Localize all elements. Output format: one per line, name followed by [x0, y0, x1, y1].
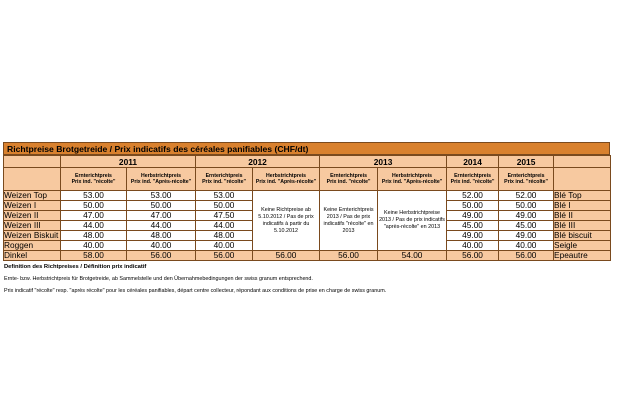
- header-blank-right: [554, 156, 611, 168]
- row-label-de: Weizen III: [4, 221, 61, 231]
- table-title: Richtpreise Brotgetreide / Prix indicatifs des céréales panifiables (CHF/dt): [3, 142, 610, 155]
- year-2014-header: 2014: [447, 156, 499, 168]
- cell-2014: 50.00: [447, 201, 499, 211]
- row-label-fr: Blé III: [554, 221, 611, 231]
- definition-fr: Prix indicatif "récolte" resp. "après récolte" pour les céréales panifiables, départ centre collecteur, répondant aux conditions de prise en charge de swiss granum.: [4, 288, 387, 294]
- row-label-fr: Blé Top: [554, 191, 611, 201]
- subheader-ernte-2014: Ernterichtpreis Prix ind. "récolte": [447, 168, 499, 191]
- cell-2015: 52.00: [499, 191, 554, 201]
- cell-herbst-2011: 56.00: [127, 251, 196, 261]
- row-label-fr: Blé II: [554, 211, 611, 221]
- price-table: [3, 155, 611, 261]
- cell-ernte-2012: 47.50: [196, 211, 253, 221]
- price-rows: [4, 191, 611, 251]
- row-label-fr: Blé biscuit: [554, 231, 611, 241]
- price-table-container: [3, 142, 610, 261]
- year-header-row: [4, 156, 611, 168]
- year-2011-header: 2011: [61, 156, 196, 168]
- subheader-herbst-2011: Herbstrichtpreis Prix ind. "Après-récolte": [127, 168, 196, 191]
- definition-de: Ernte- bzw. Herbstrichtpreis für Brotgetreide, ab Sammelstelle und den Übernahmebedingungen der swiss granum entsprechend.: [4, 276, 313, 282]
- row-label-fr: Seigle: [554, 241, 611, 251]
- row-label-fr: Epeautre: [554, 251, 611, 261]
- cell-2015: 50.00: [499, 201, 554, 211]
- cell-2014: 52.00: [447, 191, 499, 201]
- definitions-heading: Definition des Richtpreises / Définition prix indicatif: [4, 264, 147, 270]
- definitions-section: [4, 264, 604, 300]
- cell-2015: 49.00: [499, 231, 554, 241]
- cell-ernte-2012: 40.00: [196, 241, 253, 251]
- cell-2015: 40.00: [499, 241, 554, 251]
- row-label-de: Roggen: [4, 241, 61, 251]
- row-label-fr: Blé I: [554, 201, 611, 211]
- cell-herbst-2013: 54.00: [378, 251, 447, 261]
- subheader-ernte-2011: Ernterichtpreis Prix ind. "récolte": [61, 168, 127, 191]
- cell-ernte-2012: 56.00: [196, 251, 253, 261]
- year-2015-header: 2015: [499, 156, 554, 168]
- subheader-row: [4, 168, 611, 191]
- subheader-ernte-2012: Ernterichtpreis Prix ind. "récolte": [196, 168, 253, 191]
- subheader-blank-left: [4, 168, 61, 191]
- cell-ernte-2011: 53.00: [61, 191, 127, 201]
- cell-ernte-2012: 44.00: [196, 221, 253, 231]
- row-label-de: Weizen Top: [4, 191, 61, 201]
- cell-ernte-2013: 56.00: [320, 251, 378, 261]
- cell-2014: 49.00: [447, 231, 499, 241]
- year-2012-header: 2012: [196, 156, 320, 168]
- cell-2015: 45.00: [499, 221, 554, 231]
- note-2013-herbst: Keine Herbstrichtpreise 2013 / Pas de prix indicatifs "après-récolte" en 2013: [378, 191, 447, 251]
- cell-2014: 56.00: [447, 251, 499, 261]
- cell-2014: 40.00: [447, 241, 499, 251]
- cell-herbst-2011: 48.00: [127, 231, 196, 241]
- row-label-de: Weizen Biskuit: [4, 231, 61, 241]
- cell-herbst-2012: 56.00: [253, 251, 320, 261]
- cell-ernte-2011: 47.00: [61, 211, 127, 221]
- table-row-dinkel: [4, 251, 611, 261]
- row-label-de: Weizen I: [4, 201, 61, 211]
- cell-ernte-2011: 44.00: [61, 221, 127, 231]
- cell-2015: 49.00: [499, 211, 554, 221]
- note-2012-no-prices: Keine Richtpreise ab 5.10.2012 / Pas de prix indicatifs à partir du 5.10.2012: [253, 191, 320, 251]
- cell-2014: 49.00: [447, 211, 499, 221]
- subheader-blank-right: [554, 168, 611, 191]
- cell-ernte-2011: 40.00: [61, 241, 127, 251]
- row-label-de: Dinkel: [4, 251, 61, 261]
- cell-herbst-2011: 40.00: [127, 241, 196, 251]
- year-2013-header: 2013: [320, 156, 447, 168]
- table-row: [4, 191, 611, 201]
- cell-ernte-2012: 50.00: [196, 201, 253, 211]
- row-label-de: Weizen II: [4, 211, 61, 221]
- cell-2015: 56.00: [499, 251, 554, 261]
- cell-ernte-2011: 50.00: [61, 201, 127, 211]
- cell-herbst-2011: 44.00: [127, 221, 196, 231]
- cell-ernte-2011: 58.00: [61, 251, 127, 261]
- cell-ernte-2012: 53.00: [196, 191, 253, 201]
- cell-herbst-2011: 50.00: [127, 201, 196, 211]
- cell-ernte-2012: 48.00: [196, 231, 253, 241]
- subheader-ernte-2013: Ernterichtpreis Prix ind. "récolte": [320, 168, 378, 191]
- subheader-ernte-2015: Ernterichtpreis Prix ind. "récolte": [499, 168, 554, 191]
- cell-herbst-2011: 53.00: [127, 191, 196, 201]
- cell-2014: 45.00: [447, 221, 499, 231]
- cell-ernte-2011: 48.00: [61, 231, 127, 241]
- note-2013-ernte: Keine Ernterichtpreis 2013 / Pas de prix indicatifs "récolte" en 2013: [320, 191, 378, 251]
- header-blank-left: [4, 156, 61, 168]
- cell-herbst-2011: 47.00: [127, 211, 196, 221]
- subheader-herbst-2012: Herbstrichtpreis Prix ind. "Après-récolte": [253, 168, 320, 191]
- subheader-herbst-2013: Herbstrichtpreis Prix ind. "Après-récolte": [378, 168, 447, 191]
